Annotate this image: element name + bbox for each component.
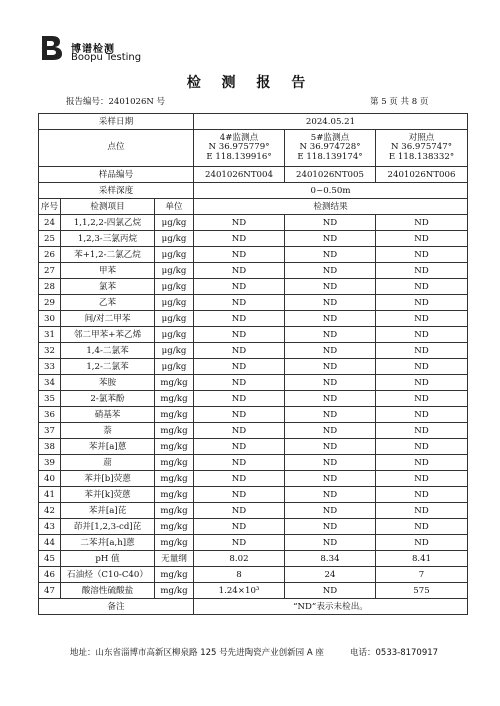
row-result-3: ND bbox=[376, 471, 468, 487]
report-title: 检 测 报 告 bbox=[186, 75, 314, 91]
row-item: 石油烃（C10-C40） bbox=[61, 567, 155, 583]
row-result-3: ND bbox=[376, 487, 468, 503]
row-result-1: ND bbox=[194, 295, 285, 311]
row-result-1: 1.24×10³ bbox=[194, 583, 285, 599]
row-result-1: ND bbox=[194, 503, 285, 519]
row-no: 38 bbox=[39, 439, 61, 455]
row-result-3: ND bbox=[376, 279, 468, 295]
row-item: 酸溶性硫酸盐 bbox=[61, 583, 155, 599]
row-result-2: ND bbox=[285, 535, 376, 551]
row-result-3: ND bbox=[376, 247, 468, 263]
row-result-3: ND bbox=[376, 375, 468, 391]
row-item: 苯+1,2-二氯乙烷 bbox=[61, 247, 155, 263]
col-unit-header: 单位 bbox=[155, 199, 194, 215]
row-result-2: 8.34 bbox=[285, 551, 376, 567]
row-unit: mg/kg bbox=[155, 455, 194, 471]
row-no: 36 bbox=[39, 407, 61, 423]
row-no: 43 bbox=[39, 519, 61, 535]
table-row bbox=[39, 215, 468, 231]
row-item: 䓛 bbox=[61, 455, 155, 471]
row-result-2: ND bbox=[285, 231, 376, 247]
point-3 bbox=[376, 130, 468, 167]
row-result-3: ND bbox=[376, 343, 468, 359]
row-result-2: ND bbox=[285, 423, 376, 439]
sampling-date-row bbox=[39, 114, 468, 130]
table-row bbox=[39, 487, 468, 503]
row-unit: mg/kg bbox=[155, 535, 194, 551]
row-no: 34 bbox=[39, 375, 61, 391]
point-1-name: 4#监测点 bbox=[219, 132, 259, 143]
row-result-2: ND bbox=[285, 407, 376, 423]
row-result-1: ND bbox=[194, 535, 285, 551]
table-row bbox=[39, 439, 468, 455]
row-item: 硝基苯 bbox=[61, 407, 155, 423]
remark-text: “ND”表示未检出。 bbox=[194, 599, 468, 615]
table-row bbox=[39, 247, 468, 263]
row-no: 40 bbox=[39, 471, 61, 487]
table-row bbox=[39, 231, 468, 247]
col-no-header: 序号 bbox=[39, 199, 61, 215]
point-3-lat: N 36.975747° bbox=[390, 142, 453, 153]
row-item: 苯胺 bbox=[61, 375, 155, 391]
point-1 bbox=[194, 130, 285, 167]
row-unit: mg/kg bbox=[155, 375, 194, 391]
row-unit: mg/kg bbox=[155, 391, 194, 407]
row-unit: mg/kg bbox=[155, 439, 194, 455]
row-result-3: ND bbox=[376, 503, 468, 519]
row-unit: mg/kg bbox=[155, 567, 194, 583]
row-result-3: ND bbox=[376, 519, 468, 535]
row-unit: mg/kg bbox=[155, 503, 194, 519]
sample-no-row bbox=[39, 167, 468, 183]
row-result-1: 8.02 bbox=[194, 551, 285, 567]
depth-value: 0~0.50m bbox=[194, 183, 468, 199]
sampling-date-value: 2024.05.21 bbox=[194, 114, 468, 130]
row-no: 30 bbox=[39, 311, 61, 327]
brand-name-cn: 博谱检测 bbox=[71, 44, 115, 55]
row-item: 乙苯 bbox=[61, 295, 155, 311]
row-result-3: ND bbox=[376, 327, 468, 343]
row-item: 苯并[k]荧蒽 bbox=[61, 487, 155, 503]
row-unit: mg/kg bbox=[155, 519, 194, 535]
depth-row bbox=[39, 183, 468, 199]
row-result-3: ND bbox=[376, 359, 468, 375]
row-result-3: 7 bbox=[376, 567, 468, 583]
remark-row bbox=[39, 599, 468, 615]
row-result-3: ND bbox=[376, 535, 468, 551]
row-result-2: ND bbox=[285, 375, 376, 391]
row-no: 46 bbox=[39, 567, 61, 583]
table-row bbox=[39, 279, 468, 295]
row-result-2: ND bbox=[285, 455, 376, 471]
row-no: 47 bbox=[39, 583, 61, 599]
row-result-3: ND bbox=[376, 231, 468, 247]
table-row bbox=[39, 567, 468, 583]
sampling-date-label: 采样日期 bbox=[39, 114, 194, 130]
row-no: 29 bbox=[39, 295, 61, 311]
row-item: 苯并[a]蒽 bbox=[61, 439, 155, 455]
row-result-1: ND bbox=[194, 311, 285, 327]
table-row bbox=[39, 295, 468, 311]
row-result-1: ND bbox=[194, 327, 285, 343]
row-unit: μg/kg bbox=[155, 263, 194, 279]
row-result-1: ND bbox=[194, 487, 285, 503]
row-item: 1,4-二氯苯 bbox=[61, 343, 155, 359]
table-row bbox=[39, 311, 468, 327]
row-result-3: ND bbox=[376, 455, 468, 471]
location-row bbox=[39, 130, 468, 167]
row-result-2: ND bbox=[285, 311, 376, 327]
remark-label: 备注 bbox=[39, 599, 194, 615]
row-no: 32 bbox=[39, 343, 61, 359]
row-result-2: ND bbox=[285, 215, 376, 231]
table-row bbox=[39, 423, 468, 439]
row-result-1: ND bbox=[194, 279, 285, 295]
row-result-1: ND bbox=[194, 423, 285, 439]
boopu-logo-icon bbox=[40, 34, 64, 62]
sample-no-2: 2401026NT005 bbox=[285, 167, 376, 183]
row-item: 2-氯苯酚 bbox=[61, 391, 155, 407]
location-label: 点位 bbox=[39, 130, 194, 167]
table-row bbox=[39, 263, 468, 279]
row-item: 间/对二甲苯 bbox=[61, 311, 155, 327]
row-result-2: ND bbox=[285, 471, 376, 487]
row-no: 26 bbox=[39, 247, 61, 263]
row-item: 1,2,3-三氯丙烷 bbox=[61, 231, 155, 247]
table-row bbox=[39, 583, 468, 599]
point-1-lon: E 118.139916° bbox=[206, 151, 272, 162]
row-result-3: ND bbox=[376, 423, 468, 439]
row-result-3: ND bbox=[376, 215, 468, 231]
row-result-2: 24 bbox=[285, 567, 376, 583]
sample-no-1: 2401026NT004 bbox=[194, 167, 285, 183]
column-header-row bbox=[39, 199, 468, 215]
sample-no-label: 样品编号 bbox=[39, 167, 194, 183]
row-item: 邻二甲苯+苯乙烯 bbox=[61, 327, 155, 343]
footer-phone: 电话：0533-8170917 bbox=[350, 648, 439, 658]
row-result-1: ND bbox=[194, 407, 285, 423]
table-row bbox=[39, 455, 468, 471]
table-row bbox=[39, 343, 468, 359]
row-item: 苯并[a]芘 bbox=[61, 503, 155, 519]
point-3-name: 对照点 bbox=[408, 132, 435, 143]
row-result-3: ND bbox=[376, 263, 468, 279]
row-result-2: ND bbox=[285, 439, 376, 455]
row-item: 1,1,2,2-四氯乙烷 bbox=[61, 215, 155, 231]
row-result-2: ND bbox=[285, 359, 376, 375]
row-item: 1,2-二氯苯 bbox=[61, 359, 155, 375]
row-result-3: 8.41 bbox=[376, 551, 468, 567]
point-2 bbox=[285, 130, 376, 167]
table-row bbox=[39, 359, 468, 375]
row-result-1: ND bbox=[194, 343, 285, 359]
depth-label: 采样深度 bbox=[39, 183, 194, 199]
table-row bbox=[39, 471, 468, 487]
row-result-3: ND bbox=[376, 439, 468, 455]
row-result-2: ND bbox=[285, 519, 376, 535]
point-2-lon: E 118.139174° bbox=[297, 151, 363, 162]
table-row bbox=[39, 503, 468, 519]
row-result-1: ND bbox=[194, 359, 285, 375]
brand-name-en: Boopu Testing bbox=[71, 52, 142, 63]
row-item: 甲苯 bbox=[61, 263, 155, 279]
row-result-2: ND bbox=[285, 503, 376, 519]
table-row bbox=[39, 327, 468, 343]
row-unit: mg/kg bbox=[155, 471, 194, 487]
row-result-1: ND bbox=[194, 391, 285, 407]
row-unit: μg/kg bbox=[155, 279, 194, 295]
results-table bbox=[38, 113, 468, 615]
row-item: 萘 bbox=[61, 423, 155, 439]
row-no: 45 bbox=[39, 551, 61, 567]
row-no: 35 bbox=[39, 391, 61, 407]
row-no: 27 bbox=[39, 263, 61, 279]
row-no: 28 bbox=[39, 279, 61, 295]
row-result-3: 575 bbox=[376, 583, 468, 599]
table-row bbox=[39, 551, 468, 567]
row-no: 39 bbox=[39, 455, 61, 471]
point-2-lat: N 36.974728° bbox=[299, 142, 361, 153]
row-unit: 无量纲 bbox=[155, 551, 194, 567]
point-1-lat: N 36.975779° bbox=[208, 142, 270, 153]
row-no: 42 bbox=[39, 503, 61, 519]
row-result-3: ND bbox=[376, 407, 468, 423]
row-result-3: ND bbox=[376, 311, 468, 327]
row-unit: mg/kg bbox=[155, 583, 194, 599]
col-item-header: 检测项目 bbox=[61, 199, 155, 215]
row-no: 41 bbox=[39, 487, 61, 503]
row-result-1: ND bbox=[194, 263, 285, 279]
row-result-1: ND bbox=[194, 375, 285, 391]
row-item: 茚并[1,2,3-cd]芘 bbox=[61, 519, 155, 535]
point-2-name: 5#监测点 bbox=[310, 132, 350, 143]
row-result-1: ND bbox=[194, 247, 285, 263]
col-result-header: 检测结果 bbox=[194, 199, 468, 215]
row-result-3: ND bbox=[376, 295, 468, 311]
row-result-2: ND bbox=[285, 487, 376, 503]
row-item: 二苯并[a,h]蒽 bbox=[61, 535, 155, 551]
table-row bbox=[39, 391, 468, 407]
row-result-1: ND bbox=[194, 455, 285, 471]
row-result-2: ND bbox=[285, 247, 376, 263]
row-result-1: ND bbox=[194, 231, 285, 247]
row-result-2: ND bbox=[285, 263, 376, 279]
row-result-1: ND bbox=[194, 439, 285, 455]
row-no: 44 bbox=[39, 535, 61, 551]
table-row bbox=[39, 535, 468, 551]
row-result-2: ND bbox=[285, 343, 376, 359]
row-unit: μg/kg bbox=[155, 327, 194, 343]
row-result-3: ND bbox=[376, 391, 468, 407]
row-result-1: ND bbox=[194, 471, 285, 487]
row-unit: μg/kg bbox=[155, 359, 194, 375]
row-result-1: ND bbox=[194, 519, 285, 535]
row-unit: mg/kg bbox=[155, 407, 194, 423]
row-unit: μg/kg bbox=[155, 247, 194, 263]
row-unit: μg/kg bbox=[155, 231, 194, 247]
page-info: 第 5 页 共 8 页 bbox=[370, 97, 429, 107]
table-row bbox=[39, 375, 468, 391]
sample-no-3: 2401026NT006 bbox=[376, 167, 468, 183]
table-row bbox=[39, 407, 468, 423]
row-no: 25 bbox=[39, 231, 61, 247]
point-3-lon: E 118.138332° bbox=[388, 151, 455, 162]
row-result-2: ND bbox=[285, 327, 376, 343]
row-result-1: ND bbox=[194, 215, 285, 231]
row-unit: mg/kg bbox=[155, 487, 194, 503]
footer-address: 地址：山东省淄博市高新区柳泉路 125 号先进陶瓷产业创新园 A 座 bbox=[70, 648, 324, 658]
row-unit: mg/kg bbox=[155, 423, 194, 439]
row-no: 33 bbox=[39, 359, 61, 375]
row-item: 氯苯 bbox=[61, 279, 155, 295]
row-result-2: ND bbox=[285, 583, 376, 599]
row-item: pH 值 bbox=[61, 551, 155, 567]
row-no: 31 bbox=[39, 327, 61, 343]
row-no: 24 bbox=[39, 215, 61, 231]
report-number: 报告编号：2401026N 号 bbox=[66, 97, 165, 107]
row-no: 37 bbox=[39, 423, 61, 439]
row-unit: μg/kg bbox=[155, 311, 194, 327]
table-row bbox=[39, 519, 468, 535]
row-unit: μg/kg bbox=[155, 215, 194, 231]
row-unit: μg/kg bbox=[155, 295, 194, 311]
row-item: 苯并[b]荧蒽 bbox=[61, 471, 155, 487]
row-unit: μg/kg bbox=[155, 343, 194, 359]
row-result-2: ND bbox=[285, 391, 376, 407]
row-result-1: 8 bbox=[194, 567, 285, 583]
row-result-2: ND bbox=[285, 295, 376, 311]
row-result-2: ND bbox=[285, 279, 376, 295]
